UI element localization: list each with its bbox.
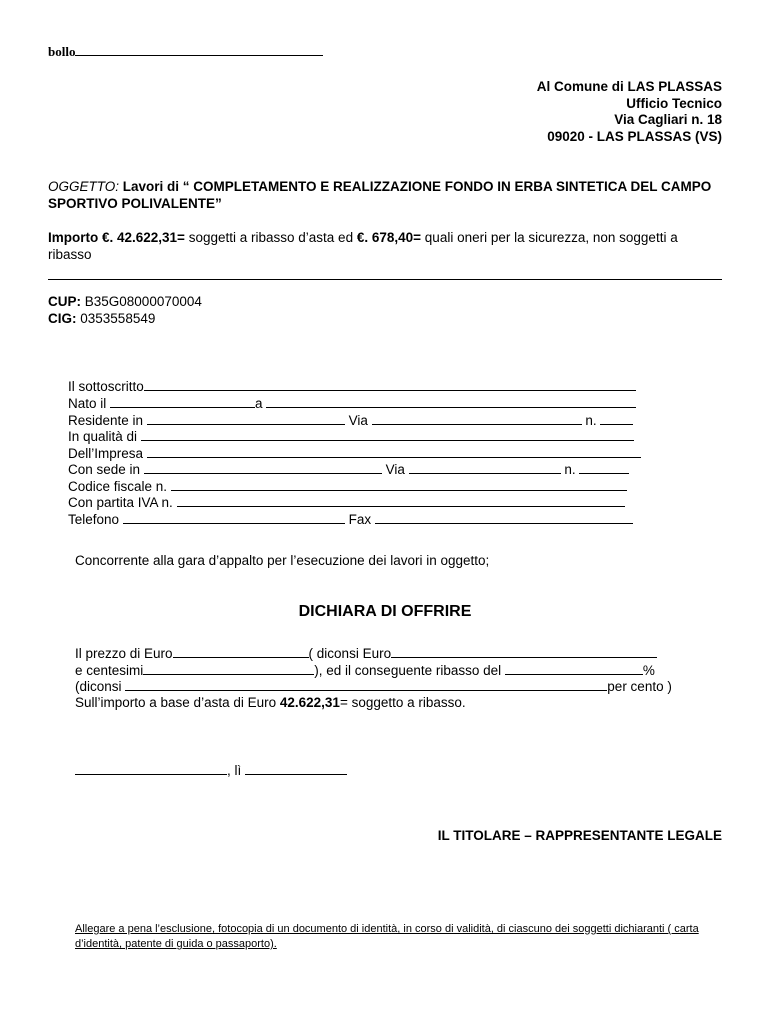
residente-label: Residente in [68,412,144,428]
offer-row-prezzo [75,645,657,663]
diconsi-euro-label: ( diconsi Euro [308,646,392,661]
sottoscritto-label: Il sottoscritto [68,379,144,394]
codice-fiscale-field[interactable] [171,478,627,491]
residente-n-label: n. [585,412,597,428]
place-date-separator: , lì [227,763,242,778]
concorrente-text: Concorrente alla gara d’appalto per l’esecuzione dei lavori in oggetto; [75,553,490,568]
form-row-impresa [68,445,641,463]
impresa-label: Dell’Impresa [68,445,144,461]
offer-row-centesimi [75,662,655,680]
fax-field[interactable] [375,511,633,524]
sede-label: Con sede in [68,462,141,477]
cig-label: CIG: [48,311,77,326]
nato-label: Nato il [68,396,107,411]
form-row-codice-fiscale [68,478,627,496]
sede-via-label: Via [385,462,405,477]
recipient-line-4: 09020 - LAS PLASSAS (VS) [547,128,722,144]
bollo-label: bollo [48,44,76,59]
centesimi-field[interactable] [143,662,314,675]
signature-title: IL TITOLARE – RAPPRESENTANTE LEGALE [437,828,722,843]
diconsi-euro-field[interactable] [391,645,657,658]
cig-value: 0353558549 [80,311,156,326]
residente-via-label: Via [348,412,368,428]
residente-field[interactable] [147,412,345,425]
dichiara-title: DICHIARA DI OFFRIRE [298,603,472,620]
form-row-sede [68,461,629,479]
partita-iva-field[interactable] [177,494,625,507]
sede-via-field[interactable] [409,461,561,474]
fax-label: Fax [348,511,372,527]
importo-paragraph [48,229,722,263]
divider [48,279,722,280]
sottoscritto-field[interactable] [144,378,636,391]
telefono-field[interactable] [123,511,345,524]
cig-line [48,311,155,328]
cup-line [48,294,202,311]
recipient-line-2: Ufficio Tecnico [626,95,722,111]
recipient-line-1: Al Comune di LAS PLASSAS [536,79,722,94]
form-row-telefono [68,511,633,529]
bollo-line [75,44,323,56]
prezzo-label: Il prezzo di Euro [75,646,173,661]
sede-n-field[interactable] [579,461,629,474]
place-date-row [75,762,347,780]
importo-label: Importo €. 42.622,31= [48,230,185,245]
impresa-field[interactable] [147,445,641,458]
qualita-field[interactable] [141,428,634,441]
offer-row-importo [75,695,466,712]
recipient-line-3: Via Cagliari n. 18 [614,112,722,127]
telefono-label: Telefono [68,511,120,527]
importo-middle: soggetti a ribasso d’asta ed [188,230,354,245]
sede-field[interactable] [144,461,382,474]
nato-a-label: a [255,396,263,411]
offer-row-diconsi [75,678,672,696]
percent-label: % [642,662,655,678]
centesimi-label: e centesimi [75,662,144,678]
bollo-field [48,44,323,60]
cup-value: B35G08000070004 [84,294,202,309]
oggetto-label: OGGETTO: [48,179,120,194]
diconsi-field[interactable] [125,678,607,691]
ribasso-field[interactable] [505,662,643,675]
partita-iva-label: Con partita IVA n. [68,495,173,510]
cup-label: CUP: [48,294,81,309]
importo-end: quali oneri per la sicurezza, non soggetti a ribasso [48,230,678,262]
importo-base-pre: Sull’importo a base d’asta di Euro [75,694,277,710]
form-row-qualita [68,428,634,446]
residente-via-field[interactable] [372,412,582,425]
nato-a-field[interactable] [266,395,636,408]
ribasso-label: ), ed il conseguente ribasso del [314,662,502,678]
oggetto-paragraph [48,178,722,212]
form-row-sottoscritto [68,378,636,396]
sede-n-label: n. [564,462,576,477]
prezzo-field[interactable] [173,645,309,658]
oggetto-text: Lavori di “ COMPLETAMENTO E REALIZZAZIONE FONDO IN ERBA SINTETICA DEL CAMPO SPORTIVO POLIVALENTE” [48,179,712,211]
nato-il-field[interactable] [110,395,255,408]
per-cento-label: per cento ) [607,679,672,694]
importo-base-post: = soggetto a ribasso. [339,694,466,710]
importo-base-value: 42.622,31 [279,694,340,710]
oneri-value: €. 678,40= [356,230,422,245]
form-row-nato [68,395,636,413]
qualita-label: In qualità di [68,429,138,444]
attachment-note: Allegare a pena l’esclusione, fotocopia di un documento di identità, in corso di validità, di ciascuno dei soggetti dichiaranti ( carta d’identità, patente di guida o passaporto). [75,923,699,950]
residente-n-field[interactable] [600,412,633,425]
form-row-partita-iva [68,494,625,512]
date-field[interactable] [245,762,347,775]
form-row-residente [68,412,633,430]
place-field[interactable] [75,762,227,775]
codice-fiscale-label: Codice fiscale n. [68,478,168,494]
diconsi-label: (diconsi [75,679,122,694]
